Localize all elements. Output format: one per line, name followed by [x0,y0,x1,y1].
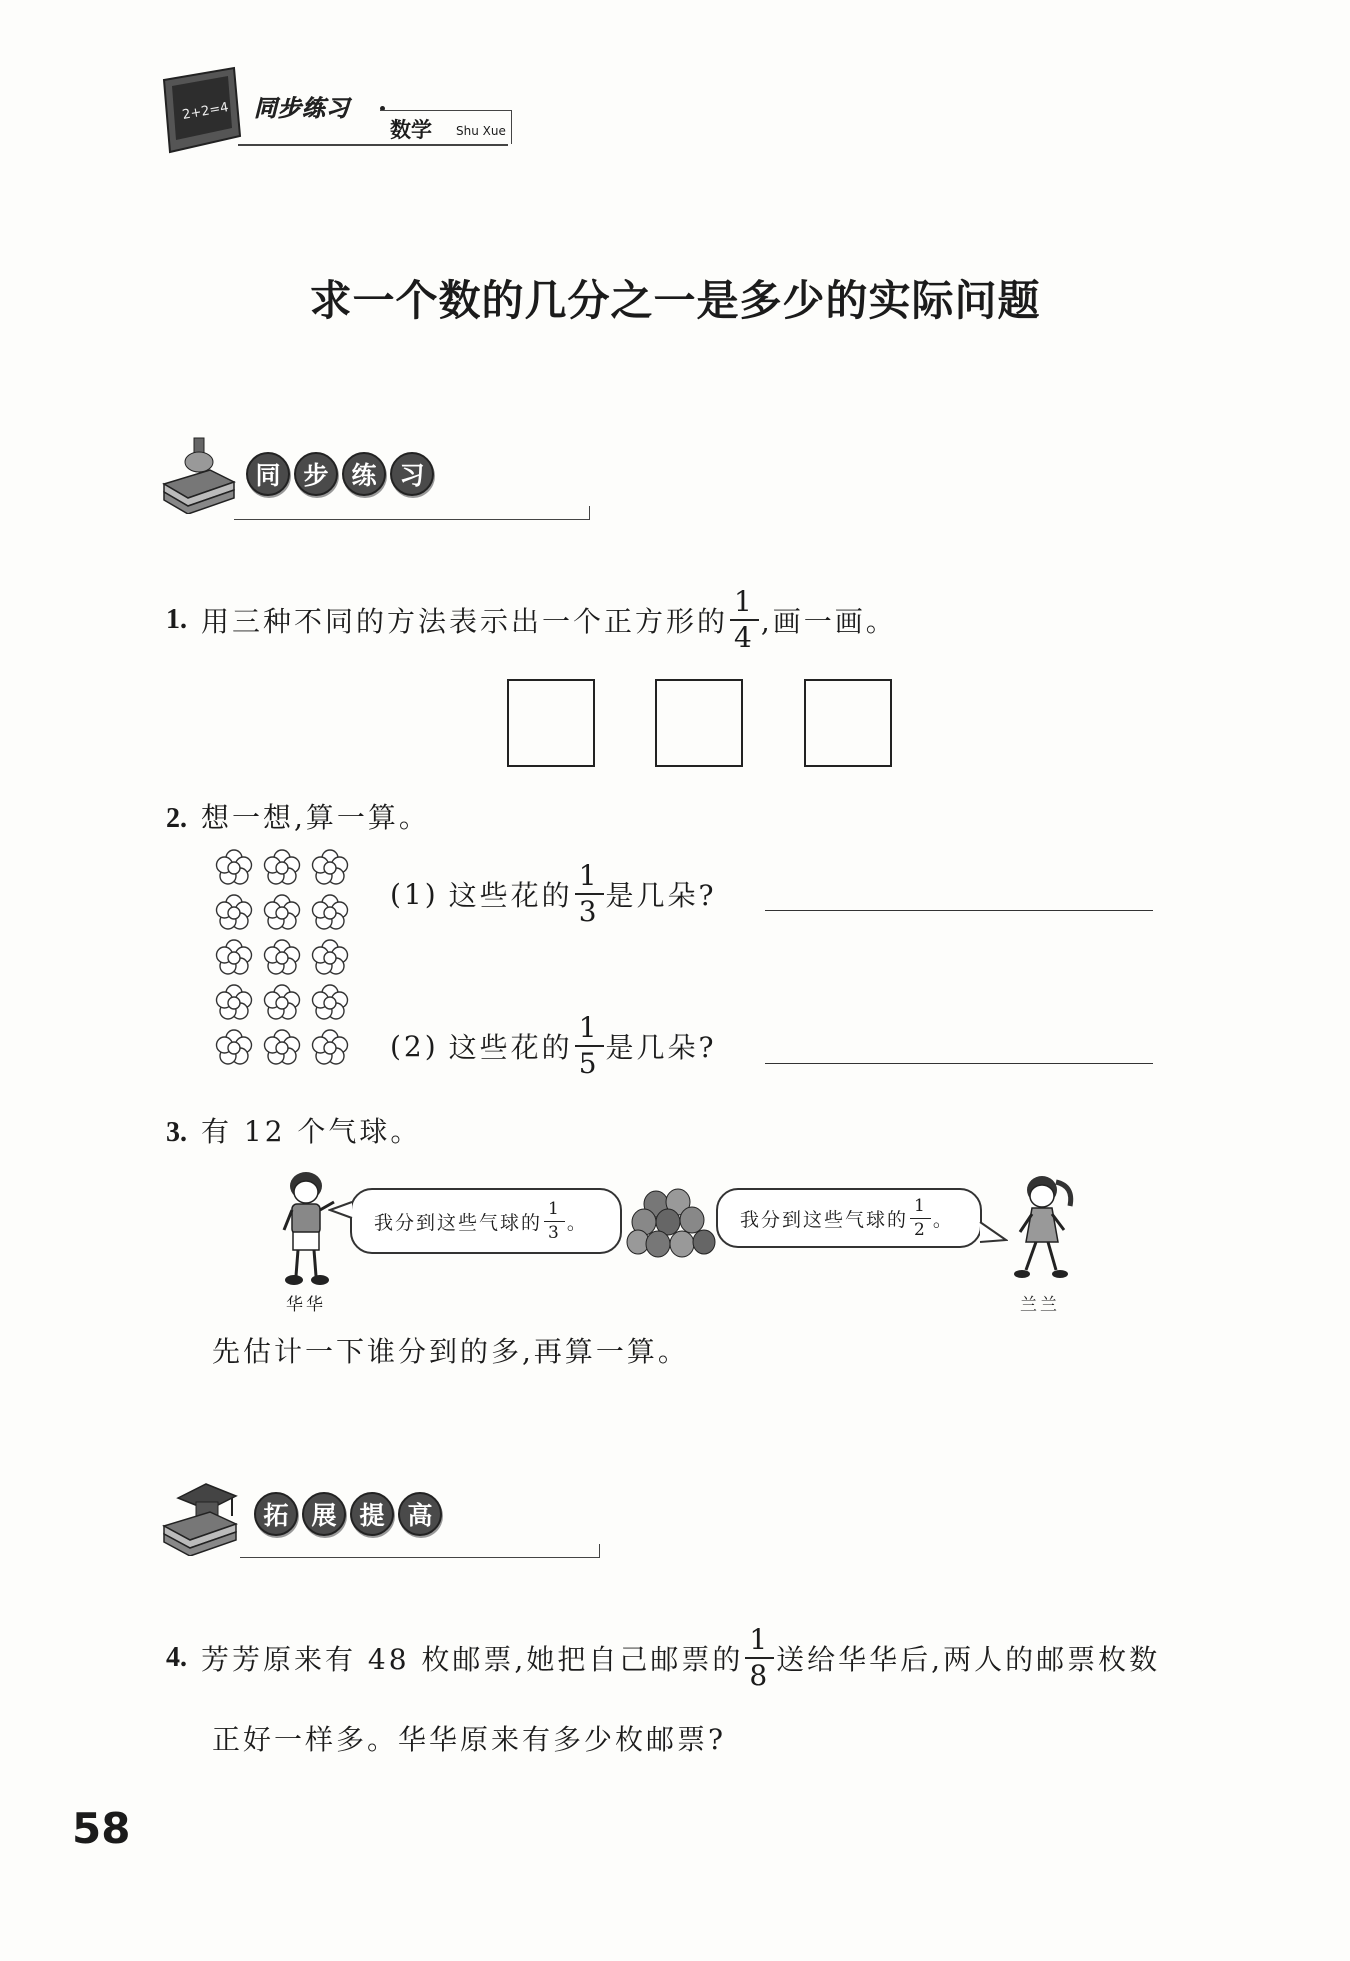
bubble-girl-fraction [910,1195,931,1240]
sub-1-text: 这些花的 [448,879,573,912]
header-pinyin: Shu Xue [456,124,506,138]
page-number: 58 [72,1804,131,1853]
question-4-text: 芳芳原来有 48 枚邮票,她把自己邮票的 [201,1643,744,1676]
girl-figure [1004,1172,1080,1288]
question-2 [166,796,430,836]
books-cap-icon [160,1476,244,1556]
bubble-girl-text-after: 。 [932,1208,954,1231]
question-3-instruction: 先估计一下谁分到的多,再算一算。 [212,1335,689,1368]
boy-name: 华华 [286,1295,326,1315]
sub-2-text-after: 是几朵? [605,1031,717,1064]
sub-2-fraction [575,1011,604,1080]
fraction-numerator: 1 [544,1201,565,1222]
sub-2-label: (2) [390,1029,439,1063]
header [160,66,520,156]
question-4-line-1 [166,1623,1161,1692]
question-4-number: 4. [166,1642,187,1673]
sub-1-label: (1) [390,877,439,911]
flower-row-2 [217,895,348,929]
header-subject: 数学 [390,118,432,142]
blackboard-icon [160,66,244,156]
question-4-text-after: 送给华华后,两人的邮票枚数 [776,1643,1161,1676]
fraction-denominator: 5 [578,1047,600,1080]
section-banner-practice [160,434,440,514]
fraction-numerator: 1 [575,862,604,895]
question-1-text-after: ,画一画。 [760,605,897,638]
flower-grid [210,844,360,1074]
drawing-square-2[interactable] [655,679,743,767]
bubble-boy-fraction [544,1198,565,1243]
flower-row-1 [217,850,348,884]
fraction-denominator: 3 [548,1222,561,1243]
fraction-denominator: 8 [749,1659,771,1692]
balloons-icon [626,1186,716,1262]
question-2-number: 2. [166,803,187,834]
section1-char-3: 习 [390,452,434,496]
question-2-sub-2 [390,1011,717,1080]
flower-row-3 [217,940,348,974]
speech-bubble-girl [716,1188,982,1248]
girl-name: 兰兰 [1020,1295,1060,1315]
flower-row-5 [217,1030,348,1064]
bubble-girl-text: 我分到这些气球的 [740,1208,909,1231]
drawing-square-1[interactable] [507,679,595,767]
header-underline [238,144,508,146]
bubble-boy-text: 我分到这些气球的 [374,1211,543,1234]
sub-2-text: 这些花的 [448,1031,573,1064]
question-4-fraction [745,1623,774,1692]
sub-1-text-after: 是几朵? [605,879,717,912]
section1-char-0: 同 [246,452,290,496]
question-1-text: 用三种不同的方法表示出一个正方形的 [201,605,729,638]
drawing-square-3[interactable] [804,679,892,767]
fraction-denominator: 2 [914,1219,927,1240]
fraction-numerator: 1 [910,1198,931,1219]
header-badge: 同步练习 [254,96,350,122]
bubble-boy-tail [328,1200,354,1220]
section2-char-0: 拓 [254,1492,298,1536]
question-2-sub-1 [390,859,717,928]
question-1-fraction [730,585,759,654]
section-banner-extension [160,1476,450,1556]
question-3-number: 3. [166,1117,187,1148]
section-title-practice [246,452,438,496]
sub-1-fraction [575,859,604,928]
fraction-numerator: 1 [575,1014,604,1047]
section2-underline [240,1544,600,1558]
question-3-text: 有 12 个气球。 [201,1115,422,1148]
section1-char-1: 步 [294,452,338,496]
section1-char-2: 练 [342,452,386,496]
fraction-denominator: 3 [578,895,600,928]
section2-char-3: 高 [398,1492,442,1536]
books-lamp-icon [160,434,240,514]
flower-row-4 [217,985,348,1019]
speech-bubble-boy [350,1188,622,1254]
section2-char-1: 展 [302,1492,346,1536]
question-4-line-2: 正好一样多。华华原来有多少枚邮票? [212,1723,727,1756]
question-1 [166,585,897,654]
question-3 [166,1110,421,1150]
section2-char-2: 提 [350,1492,394,1536]
question-2-text: 想一想,算一算。 [201,801,430,834]
section1-underline [234,506,590,520]
fraction-numerator: 1 [745,1626,774,1659]
answer-line-2[interactable] [765,1063,1153,1064]
fraction-denominator: 4 [734,621,755,654]
fraction-numerator: 1 [730,588,759,621]
page-title: 求一个数的几分之一是多少的实际问题 [309,276,1041,325]
board-text: 2+2=4 [181,100,230,123]
section-title-extension [254,1492,446,1536]
bubble-boy-text-after: 。 [566,1211,588,1234]
boy-figure [278,1168,338,1290]
question-1-number: 1. [166,604,187,635]
answer-line-1[interactable] [765,910,1153,911]
